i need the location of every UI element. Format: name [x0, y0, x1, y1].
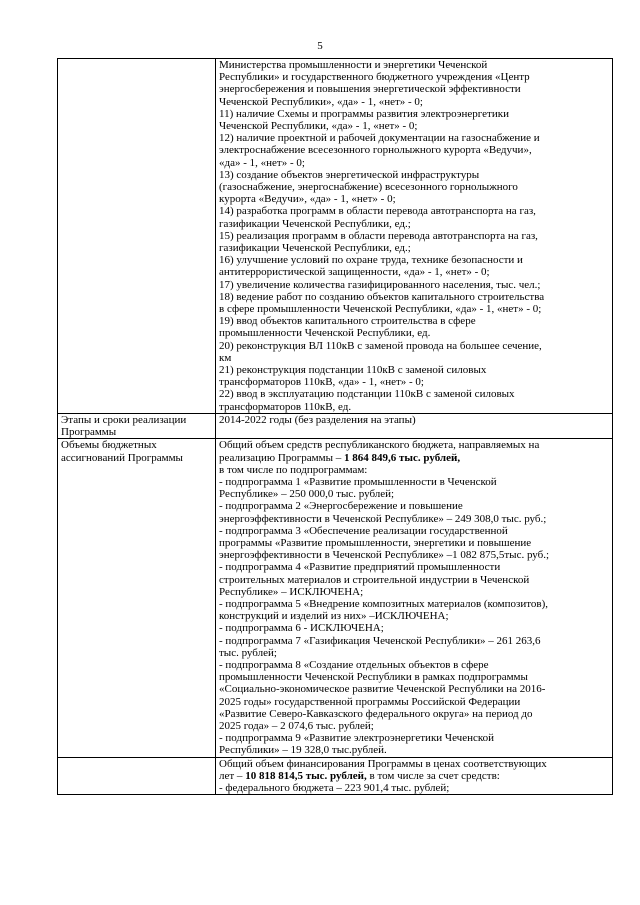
content-line: 21) реконструкция подстанции 110кВ с заменой силовых [219, 364, 487, 377]
row-content-cell [216, 59, 613, 414]
content-line: 2014-2022 годы (без разделения на этапы) [219, 413, 416, 426]
row-label-cell [58, 757, 216, 795]
content-line: тыс. рублей; [219, 646, 277, 659]
row-content-cell [216, 413, 613, 438]
content-line: км [219, 351, 232, 364]
content-line: в том числе по подпрограммам: [219, 463, 368, 476]
content-line: 19) ввод объектов капитального строительства в сфере [219, 315, 476, 328]
content-line: - подпрограмма 5 «Внедрение композитных материалов (композитов), [219, 597, 548, 610]
content-line: в сфере промышленности Чеченской Республики, «да» - 1, «нет» - 0; [219, 303, 542, 316]
content-line: - федерального бюджета – 223 901,4 тыс. рублей; [219, 781, 450, 794]
content-line: промышленности Чеченской Республики, ед. [219, 327, 431, 340]
content-line: Чеченской Республики, «да» - 1, «нет» - 0; [219, 120, 418, 133]
content-line: Республики» – 19 328,0 тыс.рублей. [219, 744, 387, 757]
row-content-cell [216, 757, 613, 795]
row-label-line: Программы [61, 426, 117, 439]
content-line: «Развитие Северо-Кавказского федерального округа» на период до [219, 707, 533, 720]
content-line: 11) наличие Схемы и программы развития электроэнергетики [219, 107, 509, 120]
table-row [58, 439, 613, 757]
table-row [58, 757, 613, 795]
content-line: 17) увеличение количества газифицированного населения, тыс. чел.; [219, 278, 541, 291]
content-line: трансформаторов 110кВ, «да» - 1, «нет» - 0; [219, 376, 424, 389]
content-line: «да» - 1, «нет» - 0; [219, 156, 305, 169]
page-number: 5 [317, 40, 323, 52]
content-line: газификации Чеченской Республики, ед.; [219, 242, 411, 255]
content-line: - подпрограмма 8 «Создание отдельных объектов в сфере [219, 658, 489, 671]
content-line: - подпрограмма 4 «Развитие предприятий промышленности [219, 561, 501, 574]
content-line: 12) наличие проектной и рабочей документации на газоснабжение и [219, 132, 540, 145]
content-line: 13) создание объектов энергетической инфраструктуры [219, 168, 480, 181]
content-line: 20) реконструкция ВЛ 110кВ с заменой провода на большее сечение, [219, 339, 542, 352]
content-line: 15) реализация программ в области перевода автотранспорта на газ, [219, 229, 538, 242]
content-line: промышленности Чеченской Республики в рамках подпрограммы [219, 671, 528, 684]
content-line: 14) разработка программ в области перевода автотранспорта на газ, [219, 205, 536, 218]
content-line: 2025 годы» государственной программы Российской Федерации [219, 695, 521, 708]
content-line: 16) улучшение условий по охране труда, технике безопасности и [219, 254, 523, 267]
content-line: Республике» – ИСКЛЮЧЕНА; [219, 585, 364, 598]
content-line: программы «Развитие промышленности, энергетики и повышение [219, 536, 532, 549]
content-line: «Социально-экономическое развитие Чеченской Республики на 2016- [219, 683, 546, 696]
content-line: газификации Чеченской Республики, ед.; [219, 217, 411, 230]
content-line: Общий объем средств республиканского бюджета, направляемых на [219, 439, 540, 452]
row-label-cell [58, 439, 216, 757]
content-line: энергосбережения и повышения энергетической эффективности [219, 83, 521, 96]
row-label-line: ассигнований Программы [61, 451, 183, 464]
content-line: трансформаторов 110кВ, ед. [219, 400, 352, 413]
row-label-line: Объемы бюджетных [61, 439, 157, 452]
content-line: Республике» – 250 000,0 тыс. рублей; [219, 488, 395, 501]
content-line: - подпрограмма 7 «Газификация Чеченской Республики» – 261 263,6 [219, 634, 541, 647]
content-line: реализацию Программы – 1 864 849,6 тыс. рублей, [219, 451, 461, 464]
content-line: - подпрограмма 9 «Развитие электроэнергетики Чеченской [219, 732, 495, 745]
content-line: - подпрограмма 3 «Обеспечение реализации государственной [219, 524, 508, 537]
program-passport-table [57, 58, 613, 795]
row-label-cell [58, 59, 216, 414]
row-label-line: Этапы и сроки реализации [61, 413, 187, 426]
content-line: антитеррористической защищенности, «да» - 1, «нет» - 0; [219, 266, 490, 279]
row-content-cell [216, 439, 613, 757]
content-line: лет – 10 818 814,5 тыс. рублей, в том числе за счет средств: [219, 769, 500, 782]
table-row [58, 59, 613, 414]
content-line: Чеченской Республики», «да» - 1, «нет» - 0; [219, 95, 423, 108]
content-line: строительных материалов и строительной индустрии в Чеченской [219, 573, 530, 586]
content-line: энергоэффективности в Чеченской Республике» – 249 308,0 тыс. руб.; [219, 512, 547, 525]
content-line: энергоэффективности в Чеченской Республике» –1 082 875,5тыс. руб.; [219, 549, 550, 562]
content-line: Общий объем финансирования Программы в ценах соответствующих [219, 757, 547, 770]
content-line: курорта «Ведучи», «да» - 1, «нет» - 0; [219, 193, 396, 206]
content-line: - подпрограмма 1 «Развитие промышленности в Чеченской [219, 475, 497, 488]
content-line: электроснабжение всесезонного горнолыжного курорта «Ведучи», [219, 144, 532, 157]
row-label-cell [58, 413, 216, 438]
content-line: конструкций и изделий из них» –ИСКЛЮЧЕНА; [219, 610, 449, 623]
content-line: Республики» и государственного бюджетного учреждения «Центр [219, 71, 530, 84]
content-line: 22) ввод в эксплуатацию подстанции 110кВ с заменой силовых [219, 388, 515, 401]
content-line: 18) ведение работ по созданию объектов капитального строительства [219, 290, 545, 303]
content-line: (газоснабжение, энергоснабжение) всесезонного горнолыжного [219, 181, 518, 194]
content-line: - подпрограмма 6 - ИСКЛЮЧЕНА; [219, 622, 384, 635]
table-row [58, 413, 613, 438]
content-line: - подпрограмма 2 «Энергосбережение и повышение [219, 500, 463, 513]
content-line: Министерства промышленности и энергетики Чеченской [219, 59, 488, 71]
content-line: 2025 года» – 2 074,6 тыс. рублей; [219, 719, 374, 732]
